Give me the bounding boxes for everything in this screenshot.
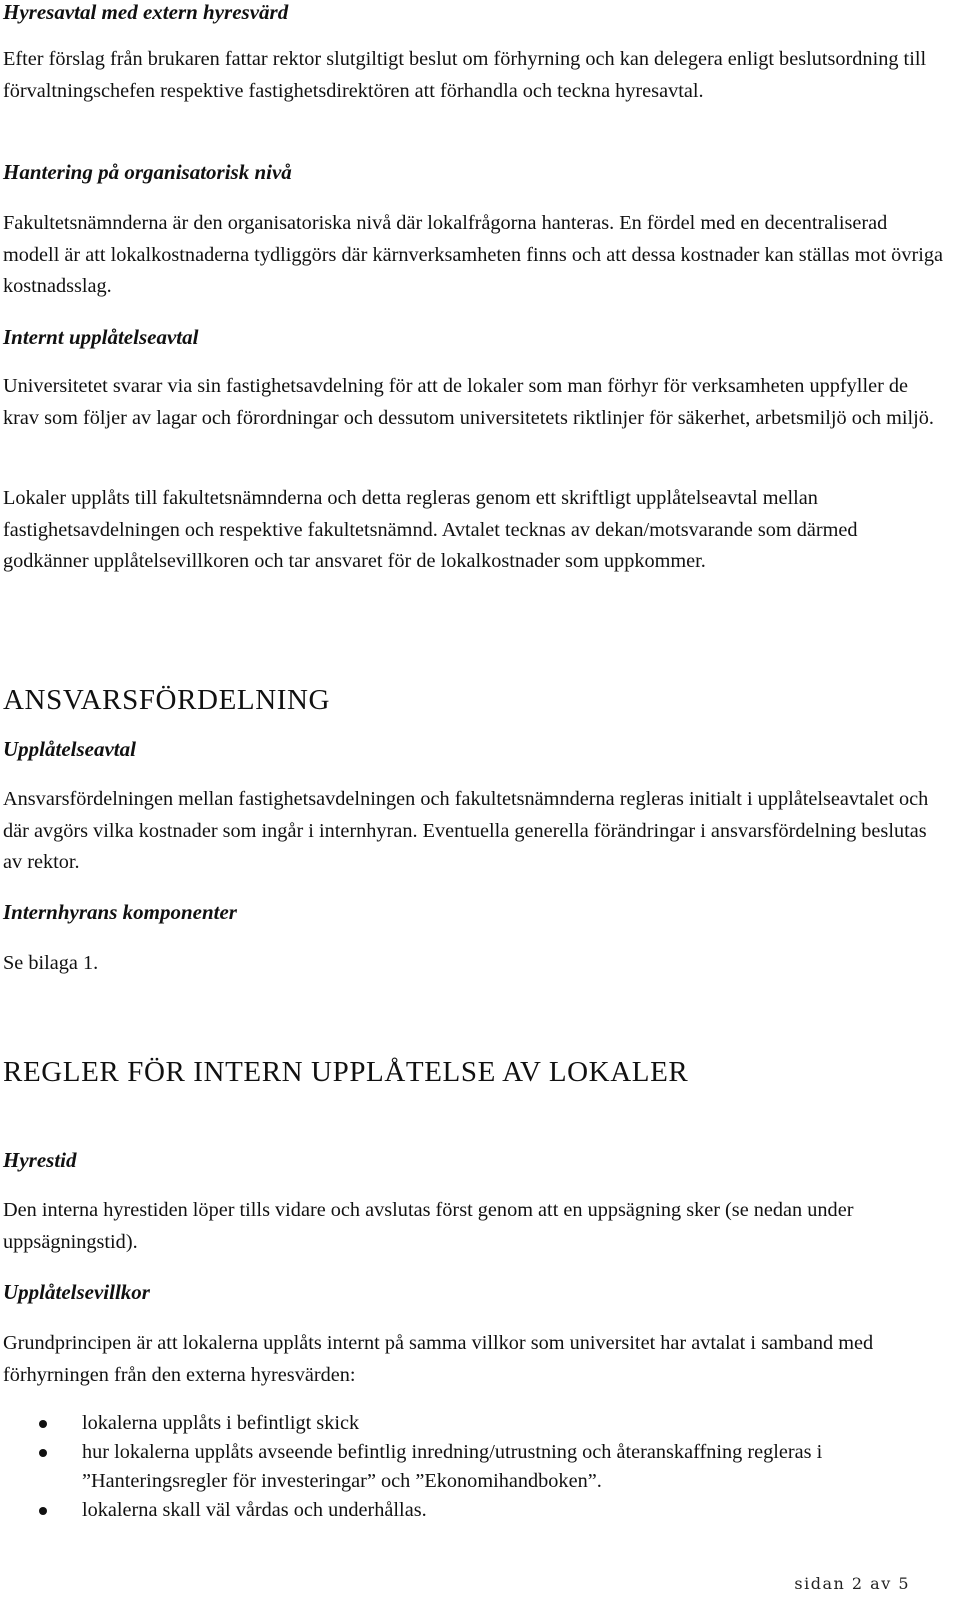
section-title-regler: REGLER FÖR INTERN UPPLÅTELSE AV LOKALER xyxy=(3,1056,689,1088)
heading-internhyrans-komponenter: Internhyrans komponenter xyxy=(3,900,237,924)
heading-hyresavtal-extern: Hyresavtal med extern hyresvärd xyxy=(3,0,289,24)
bullet-icon xyxy=(39,1507,47,1515)
paragraph-forhyrning: Efter förslag från brukaren fattar rektor slutgiltigt beslut om förhyrning och kan delegera enligt beslutsordning till förvaltningschefen respektive fastighetsdirektören att förhandla och teckna hyresavtal. xyxy=(3,48,927,102)
paragraph-hyrestid: Den interna hyrestiden löper tills vidare och avslutas först genom att en uppsägning sker (se nedan under uppsägningstid). xyxy=(3,1199,854,1253)
paragraph-se-bilaga: Se bilaga 1. xyxy=(3,952,99,974)
paragraph-ansvarsfordelningen: Ansvarsfördelningen mellan fastighetsavdelningen och fakultetsnämnderna regleras initialt i upplåtelseavtalet och där avgörs vilka kostnader som ingår i internhyran. Eventuella generella förändringar i ansvarsfördelning beslutas av rektor. xyxy=(3,788,929,873)
list-item xyxy=(0,1409,940,1438)
conditions-list xyxy=(0,1409,940,1525)
heading-upplatelsevillkor: Upplåtelsevillkor xyxy=(3,1280,150,1304)
heading-upplatelseavtal: Upplåtelseavtal xyxy=(3,737,136,761)
paragraph-fakultetsnamnderna: Fakultetsnämnderna är den organisatoriska nivå där lokalfrågorna hanteras. En fördel med en decentraliserad modell är att lokalkostnaderna tydliggörs där kärnverksamheten finns och att dessa kostnader kan ställas mot övriga kostnadsslag. xyxy=(3,212,943,297)
paragraph-lokaler-upplats: Lokaler upplåts till fakultetsnämnderna och detta regleras genom ett skriftligt upplåtelseavtal mellan fastighetsavdelningen och respektive fakultetsnämnd. Avtalet tecknas av dekan/motsvarande som därmed godkänner upplåtelsevillkoren och tar ansvaret för de lokalkostnader som uppkommer. xyxy=(3,487,858,572)
page-number: sidan 2 av 5 xyxy=(794,1574,910,1593)
bullet-icon xyxy=(39,1420,47,1428)
list-item xyxy=(0,1438,940,1496)
list-item-text: hur lokalerna upplåts avseende befintlig inredning/utrustning och återanskaffning regleras i ”Hanteringsregler för investeringar” och ”Ekonomihandboken”. xyxy=(82,1441,823,1492)
list-item xyxy=(0,1496,940,1525)
paragraph-grundprincipen: Grundprincipen är att lokalerna upplåts internt på samma villkor som universitet har avtalat i samband med förhyrningen från den externa hyresvärden: xyxy=(3,1332,874,1386)
list-item-text: lokalerna skall väl vårdas och underhållas. xyxy=(82,1499,427,1521)
paragraph-universitetet-svarar: Universitetet svarar via sin fastighetsavdelning för att de lokaler som man förhyr för verksamheten uppfyller de krav som följer av lagar och förordningar och dessutom universitetets riktlinjer för säkerhet, arbetsmiljö och miljö. xyxy=(3,375,934,429)
section-title-ansvarsfordelning: ANSVARSFÖRDELNING xyxy=(3,684,331,716)
heading-internt-upplatelseavtal: Internt upplåtelseavtal xyxy=(3,325,199,349)
bullet-icon xyxy=(39,1449,47,1457)
heading-organisatorisk-niva: Hantering på organisatorisk nivå xyxy=(3,160,292,184)
list-item-text: lokalerna upplåts i befintligt skick xyxy=(82,1412,360,1434)
heading-hyrestid: Hyrestid xyxy=(3,1148,77,1172)
